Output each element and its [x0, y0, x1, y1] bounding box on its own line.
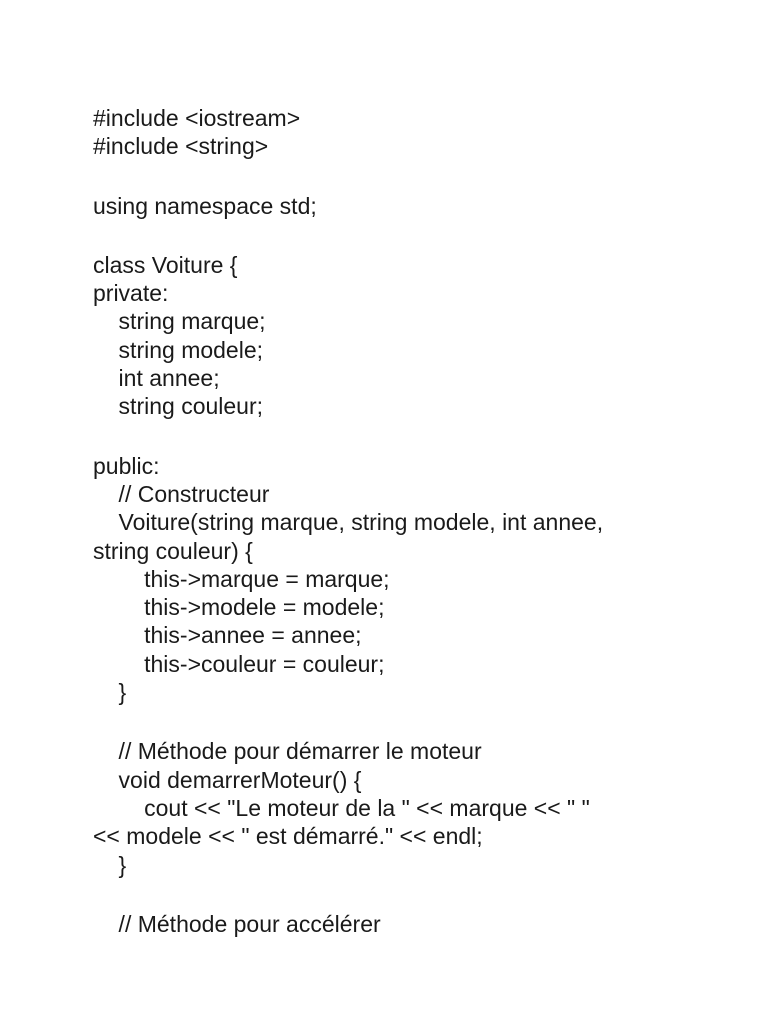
code-comment-line: // Constructeur	[93, 480, 270, 507]
code-line: this->annee = annee;	[93, 622, 362, 649]
code-comment-line: // Méthode pour démarrer le moteur	[93, 738, 482, 765]
code-line: this->couleur = couleur;	[93, 650, 385, 677]
code-line: Voiture(string marque, string modele, int annee,	[93, 509, 604, 536]
code-line: private:	[93, 280, 169, 307]
code-line: public:	[93, 452, 160, 479]
code-line: this->marque = marque;	[93, 565, 390, 592]
code-line: string modele;	[93, 336, 264, 363]
code-line: #include <string>	[93, 133, 269, 160]
code-line: this->modele = modele;	[93, 594, 385, 621]
code-line: class Voiture {	[93, 251, 238, 278]
code-line: using namespace std;	[93, 192, 317, 219]
code-line: }	[93, 679, 127, 706]
code-line: #include <iostream>	[93, 105, 301, 131]
code-line: void demarrerMoteur() {	[93, 766, 362, 793]
code-line: }	[93, 851, 127, 878]
code-line: cout << "Le moteur de la " << marque << " "	[93, 794, 590, 821]
code-comment-line: // Méthode pour accélérer	[93, 910, 381, 937]
code-line: << modele << " est démarré." << endl;	[93, 823, 483, 850]
code-line: string couleur) {	[93, 537, 253, 564]
code-line: int annee;	[93, 365, 220, 392]
code-line: string marque;	[93, 308, 266, 335]
code-block	[93, 104, 693, 938]
code-line: string couleur;	[93, 393, 264, 420]
